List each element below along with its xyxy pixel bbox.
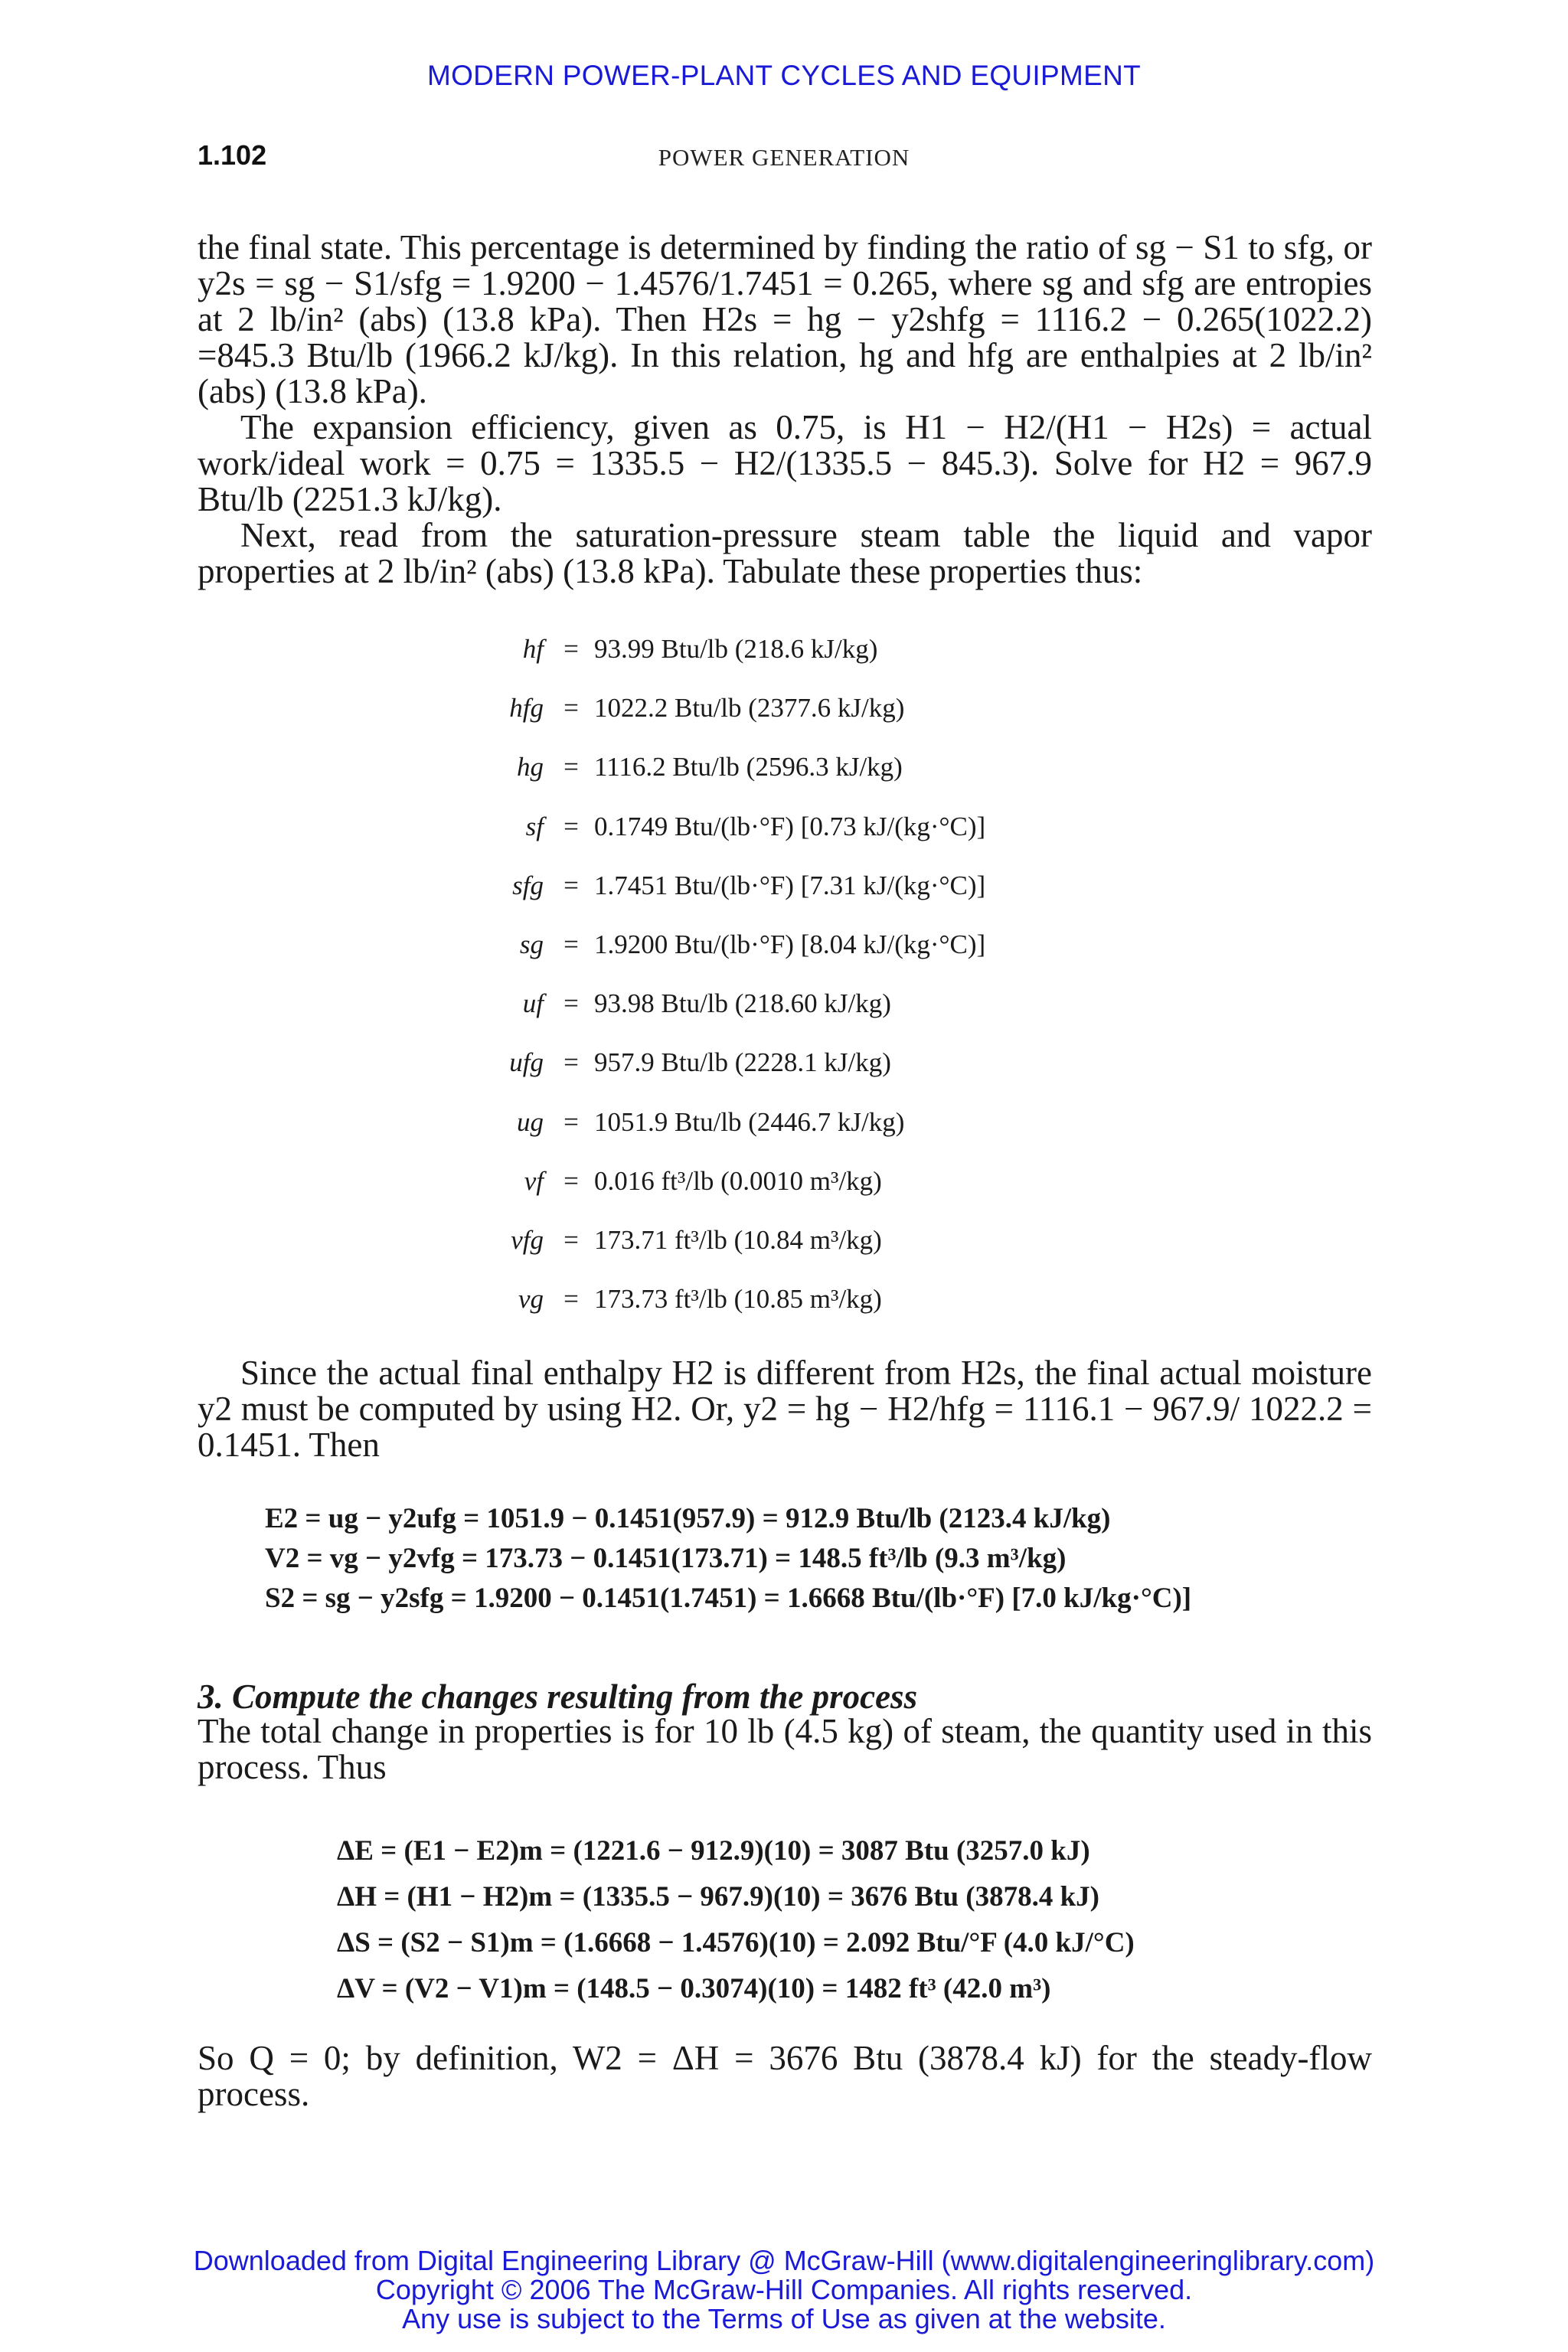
property-row bbox=[467, 1284, 1156, 1343]
property-value: 1022.2 Btu/lb (2377.6 kJ/kg) bbox=[594, 693, 905, 724]
property-value: 1116.2 Btu/lb (2596.3 kJ/kg) bbox=[594, 752, 903, 782]
body-text-moisture bbox=[198, 1355, 1372, 1463]
running-head: POWER GENERATION bbox=[658, 144, 910, 171]
final-state-equations bbox=[265, 1502, 1413, 1622]
property-row bbox=[467, 752, 1156, 811]
paragraph-final-moisture: Since the actual final enthalpy H2 is different from H2s, the final actual moisture y2 must be computed by using H2. Or, y2 = hg − H2/hfg = 1116.1 − 967.9/ 1022.2 = 0.1451. Then bbox=[198, 1354, 1372, 1464]
footer-terms-line: Any use is subject to the Terms of Use as given at the website. bbox=[402, 2303, 1166, 2334]
property-symbol: ufg bbox=[509, 1047, 544, 1078]
property-value: 1.7451 Btu/(lb·°F) [7.31 kJ/(kg·°C)] bbox=[594, 870, 986, 900]
equals-sign: = bbox=[564, 929, 579, 959]
equals-sign: = bbox=[564, 752, 579, 782]
paragraph-final-state: the final state. This percentage is determined by finding the ratio of sg − S1 to sfg, or y2s = sg − S1/sfg = 1.9200 − 1.4576/1.7451 = 0.265, where sg and sfg are entropies at 2 lb/in² (abs) (13.8 kPa). Then H2s = hg − y2shfg = 1116.2 − 0.265(1022.2) =845.3 Btu/lb (1966.2 kJ/kg). In this relation, hg and hfg are enthalpies at 2 lb/in² (abs) (13.8 kPa). bbox=[198, 228, 1372, 410]
change-equations bbox=[337, 1834, 1409, 2018]
property-symbol: sf bbox=[525, 811, 544, 841]
paragraph-total-change: The total change in properties is for 10 lb (4.5 kg) of steam, the quantity used in this process. Thus bbox=[198, 1712, 1372, 1786]
property-value: 173.73 ft³/lb (10.85 m³/kg) bbox=[594, 1284, 882, 1315]
body-text-top bbox=[198, 230, 1372, 590]
properties-table bbox=[467, 634, 1156, 1343]
equals-sign: = bbox=[564, 634, 579, 664]
property-row bbox=[467, 812, 1156, 871]
property-row bbox=[467, 634, 1156, 693]
equals-sign: = bbox=[564, 1284, 579, 1315]
equals-sign: = bbox=[564, 988, 579, 1019]
property-row bbox=[467, 1166, 1156, 1225]
property-row bbox=[467, 988, 1156, 1047]
property-symbol: vf bbox=[524, 1165, 544, 1196]
footer-download-line: Downloaded from Digital Engineering Library @ McGraw-Hill (www.digitalengineeringlibrary.com) bbox=[193, 2245, 1375, 2276]
equals-sign: = bbox=[564, 693, 579, 724]
paragraph-conclusion: So Q = 0; by definition, W2 = ΔH = 3676 Btu (3878.4 kJ) for the steady-flow process. bbox=[198, 2039, 1372, 2113]
property-symbol: sg bbox=[519, 929, 544, 959]
property-value: 93.98 Btu/lb (218.60 kJ/kg) bbox=[594, 988, 891, 1019]
property-symbol: uf bbox=[522, 988, 544, 1019]
equals-sign: = bbox=[564, 1047, 579, 1078]
book-title-header: MODERN POWER-PLANT CYCLES AND EQUIPMENT bbox=[426, 60, 1142, 91]
equation-delta-h: ΔH = (H1 − H2)m = (1335.5 − 967.9)(10) = 3676 Btu (3878.4 kJ) bbox=[337, 1881, 1100, 1913]
equals-sign: = bbox=[564, 1106, 579, 1137]
property-value: 0.016 ft³/lb (0.0010 m³/kg) bbox=[594, 1165, 882, 1196]
equation-v2: V2 = vg − y2vfg = 173.73 − 0.1451(173.71) = 148.5 ft³/lb (9.3 m³/kg) bbox=[265, 1543, 1067, 1574]
property-value: 173.71 ft³/lb (10.84 m³/kg) bbox=[594, 1224, 882, 1255]
footer-notice bbox=[0, 2246, 1568, 2334]
property-symbol: vg bbox=[518, 1284, 544, 1315]
equals-sign: = bbox=[564, 870, 579, 900]
property-value: 93.99 Btu/lb (218.6 kJ/kg) bbox=[594, 634, 878, 664]
body-text-changes bbox=[198, 1713, 1372, 1785]
property-value: 957.9 Btu/lb (2228.1 kJ/kg) bbox=[594, 1047, 891, 1078]
equation-e2: E2 = ug − y2ufg = 1051.9 − 0.1451(957.9) = 912.9 Btu/lb (2123.4 kJ/kg) bbox=[265, 1503, 1111, 1534]
property-symbol: hg bbox=[517, 752, 544, 782]
property-row bbox=[467, 1225, 1156, 1284]
equation-delta-s: ΔS = (S2 − S1)m = (1.6668 − 1.4576)(10) = 2.092 Btu/°F (4.0 kJ/°C) bbox=[337, 1927, 1135, 1958]
property-symbol: vfg bbox=[511, 1224, 544, 1255]
equals-sign: = bbox=[564, 1165, 579, 1196]
property-value: 0.1749 Btu/(lb·°F) [0.73 kJ/(kg·°C)] bbox=[594, 811, 986, 841]
equation-delta-v: ΔV = (V2 − V1)m = (148.5 − 0.3074)(10) = 1482 ft³ (42.0 m³) bbox=[337, 1973, 1051, 2004]
equals-sign: = bbox=[564, 1224, 579, 1255]
page-number: 1.102 bbox=[198, 139, 267, 171]
property-symbol: sfg bbox=[512, 870, 544, 900]
property-row bbox=[467, 871, 1156, 929]
property-symbol: hf bbox=[522, 634, 544, 664]
equation-delta-e: ΔE = (E1 − E2)m = (1221.6 − 912.9)(10) = 3087 Btu (3257.0 kJ) bbox=[337, 1835, 1090, 1867]
footer-copyright-line: Copyright © 2006 The McGraw-Hill Companies. All rights reserved. bbox=[375, 2274, 1193, 2305]
body-text-conclusion bbox=[198, 2040, 1372, 2112]
property-value: 1051.9 Btu/lb (2446.7 kJ/kg) bbox=[594, 1106, 905, 1137]
property-row bbox=[467, 1107, 1156, 1166]
property-row bbox=[467, 693, 1156, 752]
property-value: 1.9200 Btu/(lb·°F) [8.04 kJ/(kg·°C)] bbox=[594, 929, 986, 959]
property-row bbox=[467, 929, 1156, 988]
paragraph-expansion-efficiency: The expansion efficiency, given as 0.75, is H1 − H2/(H1 − H2s) = actual work/ideal work = 0.75 = 1335.5 − H2/(1335.5 − 845.3). Solve for H2 = 967.9 Btu/lb (2251.3 kJ/kg). bbox=[198, 408, 1372, 518]
property-row bbox=[467, 1047, 1156, 1106]
equals-sign: = bbox=[564, 811, 579, 841]
step-3-heading: 3. Compute the changes resulting from the process bbox=[198, 1677, 918, 1716]
paragraph-steam-table: Next, read from the saturation-pressure steam table the liquid and vapor properties at 2 lb/in² (abs) (13.8 kPa). Tabulate these properties thus: bbox=[198, 516, 1372, 590]
equation-s2: S2 = sg − y2sfg = 1.9200 − 0.1451(1.7451) = 1.6668 Btu/(lb·°F) [7.0 kJ/kg·°C)] bbox=[265, 1583, 1192, 1614]
property-symbol: ug bbox=[517, 1106, 544, 1137]
property-symbol: hfg bbox=[509, 693, 544, 724]
